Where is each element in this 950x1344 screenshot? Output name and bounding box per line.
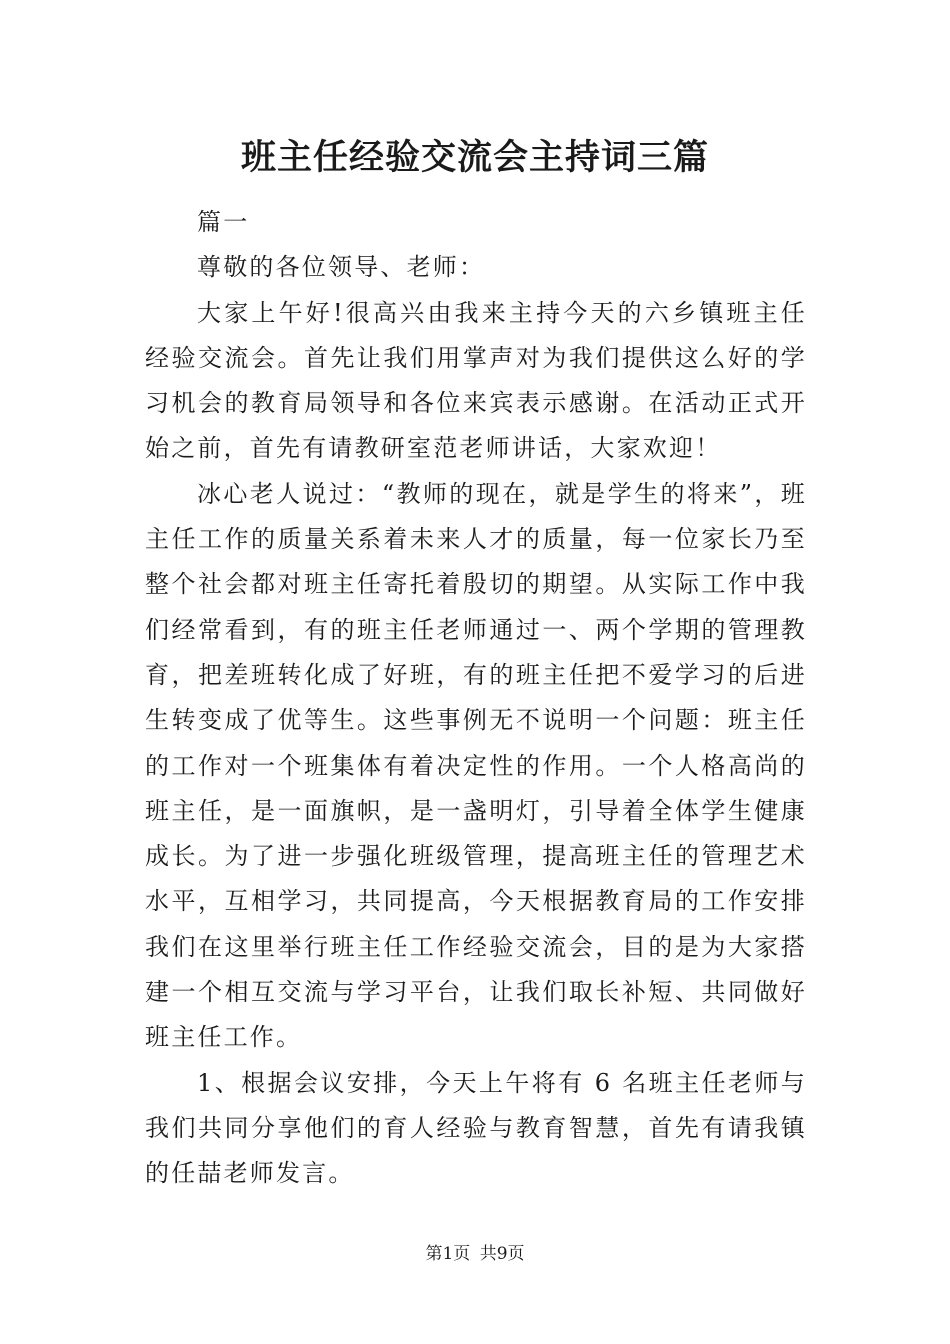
paragraph-agenda: 1、根据会议安排，今天上午将有 6 名班主任老师与我们共同分享他们的育人经验与教育智慧，首先有请我镇的任喆老师发言。 xyxy=(145,1068,807,1188)
page-footer xyxy=(0,1242,950,1266)
section-heading: 篇一 xyxy=(197,208,250,236)
paragraph-quote: 冰心老人说过：“教师的现在，就是学生的将来”，班主任工作的质量关系着未来人才的质量，每一位家长乃至整个社会都对班主任寄托着殷切的期望。从实际工作中我们经常看到，有的班主任老师通过一、两个学期的管理教育，把差班转化成了好班，有的班主任把不爱学习的后进生转变成了优等生。这些事例无不说明一个问题：班主任的工作对一个班集体有着决定性的作用。一个人格高尚的班主任，是一面旗帜，是一盏明灯，引导着全体学生健康成长。为了进一步强化班级管理，提高班主任的管理艺术水平，互相学习，共同提高，今天根据教育局的工作安排我们在这里举行班主任工作经验交流会，目的是为大家搭建一个相互交流与学习平台，让我们取长补短、共同做好班主任工作。 xyxy=(145,479,807,1052)
page-total: 共9页 xyxy=(479,1244,525,1264)
document-title: 班主任经验交流会主持词三篇 xyxy=(240,137,709,178)
paragraph-opening: 大家上午好!很高兴由我来主持今天的六乡镇班主任经验交流会。首先让我们用掌声对为我们提供这么好的学习机会的教育局领导和各位来宾表示感谢。在活动正式开始之前，首先有请教研室范老师讲话，大家欢迎！ xyxy=(145,298,807,463)
document-body xyxy=(145,200,807,1197)
salutation: 尊敬的各位领导、老师： xyxy=(197,253,486,282)
page-number: 第1页 xyxy=(425,1244,471,1264)
